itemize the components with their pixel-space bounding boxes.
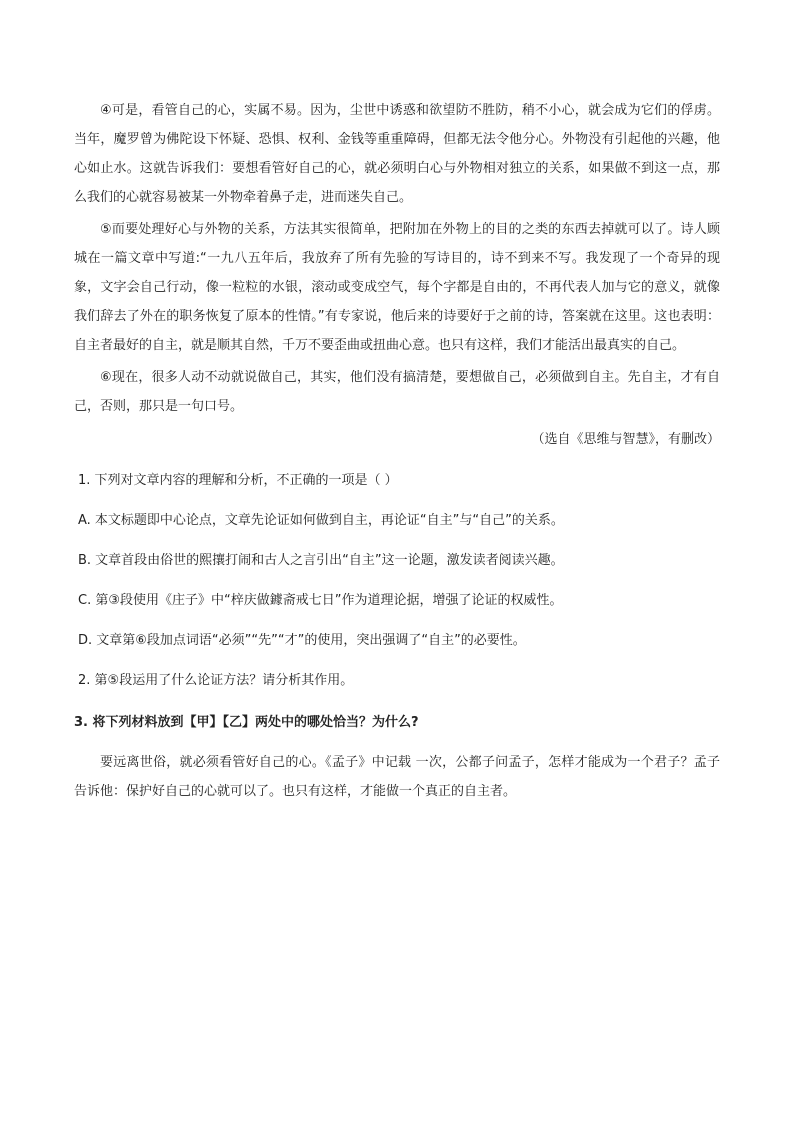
paragraph-4: ④可是，看管自己的心，实属不易。因为，尘世中诱惑和欲望防不胜防，稍不小心，就会成为它们的俘虏。当年，魔罗曾为佛陀设下怀疑、恐惧、权利、金钱等重重障碍，但都无法令他分心。外物没有引起他的兴趣，他心如止水。这就告诉我们：要想看管好自己的心，就必须明白心与外物相对独立的关系，如果做不到这一点，那么我们的心就容易被某一外物牵着鼻子走，进而迷失自己。: [74, 103, 720, 205]
question-3: 3. 将下列材料放到【甲】【乙】两处中的哪处恰当？为什么?: [74, 714, 419, 730]
question-1-option-a: A. 本文标题即中心论点，文章先论证如何做到自主，再论证“自主”与“自己”的关系。: [78, 512, 564, 528]
paragraph-5: ⑤而要处理好心与外物的关系，方法其实很简单，把附加在外物上的目的之类的东西去掉就可以了。诗人顾城在一篇文章中写道:“一九八五年后，我放弃了所有先验的写诗目的，诗不到来不写。我发现了一个奇异的现象，文字会自己行动，像一粒粒的水银，滚动或变成空气，每个字都是自由的，不再代表人加与它的意义，就像我们辞去了外在的职务恢复了原本的性情。”有专家说，他后来的诗要好于之前的诗，答案就在这里。这也表明：自主者最好的自主，就是顺其自然，千万不要歪曲或扭曲心意。也只有这样，我们才能活出最真实的自己。: [74, 222, 720, 353]
source-citation: （选自《思维与智慧》，有删改）: [531, 432, 720, 447]
question-1-stem: 1. 下列对文章内容的理解和分析，不正确的一项是（ ）: [78, 472, 398, 488]
question-1-option-b: B. 文章首段由俗世的熙攘打闹和古人之言引出“自主”这一论题，激发读者阅读兴趣。: [78, 552, 564, 568]
question-3-material: 要远离世俗，就必须看管好自己的心。《孟子》中记载 一次，公都子问孟子，怎样才能成为一个君子？孟子告诉他：保护好自己的心就可以了。也只有这样，才能做一个真正的自主者。: [74, 755, 720, 799]
paragraph-6: ⑥现在，很多人动不动就说做自己，其实，他们没有搞清楚，要想做自己，必须做到自主。先自主，才有自己，否则，那只是一句口号。: [74, 370, 720, 414]
question-1-option-c: C. 第③段使用《庄子》中“梓庆做鐻斋戒七日”作为道理论据，增强了论证的权威性。: [78, 592, 563, 608]
document-page: [74, 96, 720, 806]
question-1-option-d: D. 文章第⑥段加点词语“必须”“先”“才”的使用，突出强调了“自主”的必要性。: [78, 632, 526, 648]
question-2: 2. 第⑤段运用了什么论证方法？请分析其作用。: [78, 672, 354, 688]
